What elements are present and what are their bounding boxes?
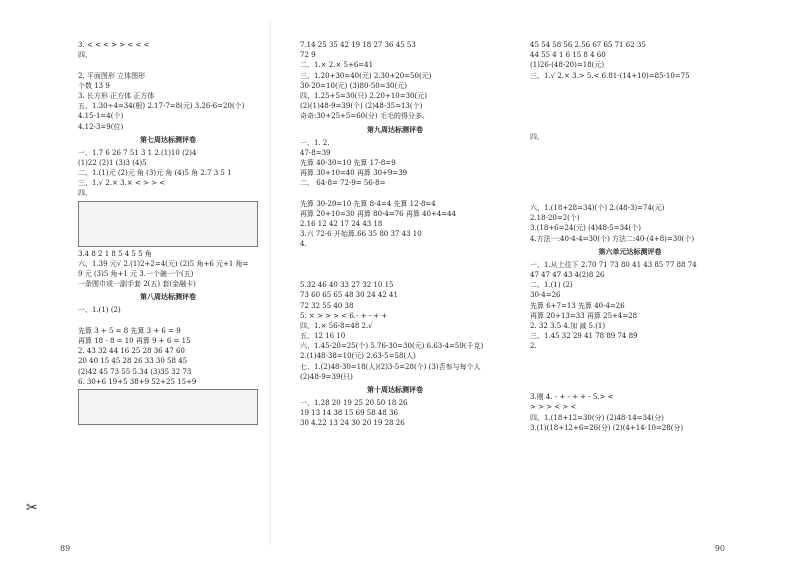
answer-line: 45 54 58 56 2.56 67 65 71 62 35 <box>530 41 646 49</box>
page-gutter <box>270 20 271 545</box>
answer-line: 2.(1)48-38=10(元) 2.63-5=58(人) <box>300 352 416 361</box>
answer-line: 一、1. 2. <box>300 138 330 147</box>
answer-line <box>530 382 730 392</box>
answer-line: 9 元 (3)5 角+1 元 3.一个碗一个(五) <box>78 270 194 278</box>
page-number-left: 89 <box>60 544 71 553</box>
left-page-column <box>78 40 258 427</box>
answer-line: 30-4=26 <box>530 291 561 300</box>
answer-line: 三、1.√ 2.× 3.× < > > < <box>78 179 166 188</box>
answer-line: 4.15-1=4(个) <box>78 112 124 121</box>
answer-line: 四、 <box>78 189 92 198</box>
answer-line: 再算 20+10=30 再算 80-4=76 再算 40+4=44 <box>300 209 457 218</box>
answer-line: 4.方法一:40-4-4=30(个) 方法二:40-(4+8)=30(个) <box>530 234 695 243</box>
answer-line: 2. 43 32 44 16 25 28 36 47 60 <box>78 347 185 356</box>
scissors-icon: ✂ <box>26 500 38 516</box>
answer-line: 72 9 <box>300 51 316 60</box>
answer-line: 五、12 16 10 <box>300 332 346 341</box>
answer-line <box>530 101 730 111</box>
answer-line: 2.16 12 42 17 24 43 18 <box>300 220 383 228</box>
answer-line: 奇奇:30+25+5=60(分) 毛毛的得分多。 <box>300 112 429 121</box>
answer-line: 6. 30+6 19+5 38+9 52+25 15+9 <box>78 377 197 386</box>
answer-line <box>530 372 730 382</box>
answer-line: 2. 32 3.5 4.加 减 5.(1) <box>530 321 606 330</box>
answer-line <box>300 260 490 270</box>
answer-line: 3.(18+6=24(元) (4)48-5=34(个) <box>530 224 641 233</box>
answer-line: 7.14 25 35 42 19 18 27 36 45 53 <box>300 41 416 49</box>
answer-line <box>530 122 730 132</box>
answer-line: 5. × > > > < 6.- + - + + <box>300 311 388 320</box>
answer-line: 一、1.从上往下 2.70 71 73 80 41 43 85 77 88 74 <box>530 260 697 269</box>
answer-line: 30-20=10(元) (3)80-50=30(元) <box>300 81 407 90</box>
answer-line: 四、1.25+5=30(只) 2.20+10=30(元) <box>300 91 427 100</box>
answer-line: 2. <box>530 342 537 351</box>
answer-line <box>530 193 730 203</box>
answer-line: 二、1.(1) (2) <box>530 281 573 290</box>
answer-line <box>530 362 730 372</box>
answer-line: 20 40 15 45 28 26 33 30 58 45 <box>78 357 188 366</box>
answer-line: 5.32 46 40 33 27 32 10 15 <box>300 281 394 290</box>
answer-line: 19 13 14 38 15 69 58 48 36 <box>300 409 398 418</box>
answer-line: 44 55 4 1 6 15 8 4 60 <box>530 51 606 60</box>
answer-line: 30 4.22 13 24 30 20 19 28 26 <box>300 419 405 428</box>
answer-line: 3.六 72-6 开始算.66 35 80 37 43 10 <box>300 230 422 239</box>
answer-line: 四、 <box>530 132 544 141</box>
answer-line <box>300 270 490 280</box>
answer-line <box>530 81 730 91</box>
answer-line: 72 32 55 40 38 <box>300 301 354 310</box>
answer-line: 再算 30+10=40 再算 30+9=39 <box>300 169 408 178</box>
answer-line: 四、1.× 56-8=48 2.√ <box>300 321 373 330</box>
answer-line: (2)48-9=39(只) <box>300 372 353 381</box>
answer-line: 先算 40-30=10 先算 17-8=9 <box>300 158 396 167</box>
answer-line <box>530 172 730 182</box>
right-page-column <box>530 40 730 433</box>
answer-line: 六、1.39 元√ 2.(1)2+2=4(元) (2)5 角+6 元+1 角= <box>78 259 249 268</box>
answer-line <box>530 162 730 172</box>
answer-line <box>530 351 730 361</box>
answer-line: 二、 64-8= 72-9= 56-8= <box>300 179 386 188</box>
page-number-right: 90 <box>714 544 725 553</box>
answer-line: (1)26-(48-20)=18(元) <box>530 61 605 70</box>
answer-line: 先算 6+7=13 先算 40-4=26 <box>530 301 625 310</box>
answer-line: 六、1.45-20=25(个) 5.76-30=30(元) 6.63-4=59(千克) <box>300 342 484 351</box>
answer-line: 再算 18 - 8 = 10 再算 9 + 6 = 15 <box>78 336 191 345</box>
answer-line: 47 47 47 43 4(2)8 26 <box>530 270 605 279</box>
answer-line: 四、1.(18+12=30(分) (2)48-14=34(分) <box>530 413 664 422</box>
answer-line: 再算 20+13=33 再算 25+4=28 <box>530 311 638 320</box>
answer-line <box>78 316 258 326</box>
answer-line: 三、1.√ 2.× 3.> 5.< 6.81-(14+10)=85-10=75 <box>530 71 690 80</box>
answer-line: 3.刚 4. - + - + + - 5.> < <box>530 393 614 402</box>
section-title-unit6: 第六单元达标测评卷 <box>598 247 662 256</box>
answer-line: 三、1.45 32 29 41 78 89 74 89 <box>530 332 638 341</box>
answer-line: 二、1.× 2.× 5+6=41 <box>300 61 374 70</box>
answer-line: 4. <box>300 240 307 249</box>
middle-column <box>300 40 490 429</box>
money-picture-figure <box>78 201 258 247</box>
answer-line <box>530 91 730 101</box>
section-title-week8: 第八周达标测评卷 <box>140 293 196 302</box>
answer-line: 一条围巾或一副手套 2(五) 套(金融卡) <box>78 280 196 289</box>
answer-line: 二、1.(1)元 (2)元 角 (3)元 角 (4)5 角 2.7 3 5 1 <box>78 169 232 178</box>
answer-line: 3. 长方形 正方体 正方体 <box>78 91 155 100</box>
answer-line: 三、1.20+30=40(元) 2.30+20=50(元) <box>300 71 432 80</box>
answer-line: 2.18-20=2(个) <box>530 214 580 223</box>
answer-line: 四、 <box>78 51 92 60</box>
answer-line: > > > < > < <box>530 403 577 412</box>
section-title-week10: 第十周达标测评卷 <box>367 386 423 394</box>
answer-line: 2. 平面图形 立体图形 <box>78 71 146 80</box>
answer-line: 4.12-3=9(位) <box>78 122 124 131</box>
answer-line: 七、1.(2)48-30=18(人)(2)3-5=28(个) (3)否参与每个人 <box>300 362 481 371</box>
answer-line: 73 60 65 65 48 30 24 42 41 <box>300 291 398 300</box>
answer-line: 先算 30-20=10 先算 8-4=4 先算 12-8=4 <box>300 199 436 208</box>
answer-line: (2)(1)48-9=39(个) (2)48-35=13(个) <box>300 102 423 111</box>
answer-line: 一、1.(1) (2) <box>78 306 121 315</box>
answer-line <box>530 111 730 121</box>
answer-line: (1)22 (2)1 (3)3 (4)5 <box>78 158 147 167</box>
answer-line: 3. < < < > > < < < <box>78 41 150 49</box>
answer-line: (2)42 45 73 55 5.34 (3)35 32 73 <box>78 367 192 376</box>
answer-line: 一、1.28 20 19 25 20 50 18 26 <box>300 399 408 407</box>
answer-line: 一、1.7 6 26 7 51 3 1 2.(1)10 (2)4 <box>78 148 197 157</box>
answer-line <box>530 142 730 152</box>
answer-line <box>530 183 730 193</box>
answer-line <box>78 60 258 70</box>
answer-line <box>300 188 490 198</box>
leaf-matching-figure <box>78 389 258 425</box>
answer-line: 先算 3 + 5 = 8 先算 3 + 6 = 9 <box>78 326 181 335</box>
answer-line <box>300 250 490 260</box>
answer-line: 3.(1)(18+12+6=26(分) (2)(4+14-10=28(分) <box>530 423 684 432</box>
answer-line <box>530 152 730 162</box>
section-title-week9: 第九周达标测评卷 <box>367 125 423 134</box>
answer-line: 3.4 8 2 1 8 5 4 5 5 角 <box>78 249 152 258</box>
section-title-week7: 第七周达标测评卷 <box>140 135 196 144</box>
answer-line: 47-8=39 <box>300 148 331 157</box>
answer-line: 个数 13 9 <box>78 81 110 90</box>
answer-line: 六、1.(18+28=34)(个) 2.(48-3)=74(元) <box>530 204 665 212</box>
answer-line: 五、1.30÷4=34(根) 2.17-7=8(元) 3.26-6=20(个) <box>78 102 245 111</box>
